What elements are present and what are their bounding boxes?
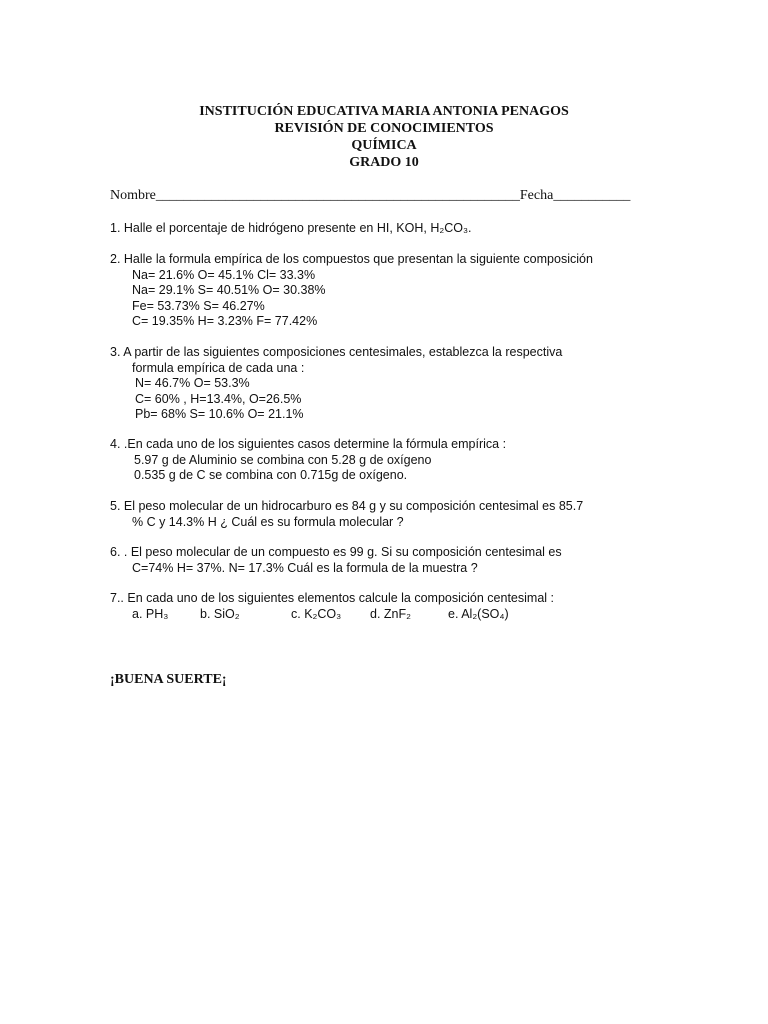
composition-item: N= 46.7% O= 53.3%: [135, 376, 250, 390]
question-text: 2. Halle la formula empírica de los compuestos que presentan la siguiente composición: [110, 252, 593, 266]
option-b: b. SiO₂: [200, 606, 240, 621]
composition-item: Pb= 68% S= 10.6% O= 21.1%: [135, 407, 304, 421]
question-continuation: C=74% H= 37%. N= 17.3% Cuál es la formula de la muestra ?: [132, 560, 478, 575]
subject-title: QUÍMICA: [351, 138, 417, 153]
question-text: 5. El peso molecular de un hidrocarburo es 84 g y su composición centesimal es 85.7: [110, 499, 584, 513]
closing-message: ¡BUENA SUERTE¡: [110, 672, 227, 687]
question-text: 1. Halle el porcentaje de hidrógeno presente en HI, KOH, H₂CO₃.: [110, 221, 472, 235]
date-blank: ___________: [553, 188, 631, 203]
question-text: 6. . El peso molecular de un compuesto es 99 g. Si su composición centesimal es: [110, 545, 562, 559]
question-2: [110, 252, 670, 330]
question-4: [110, 437, 670, 484]
composition-item: C= 19.35% H= 3.23% F= 77.42%: [132, 314, 318, 328]
option-d: d. ZnF₂: [370, 606, 411, 621]
composition-item: Fe= 53.73% S= 46.27%: [132, 298, 265, 313]
option-a: a. PH₃: [132, 606, 169, 621]
date-label: Fecha: [519, 188, 554, 203]
name-date-line: [110, 187, 650, 204]
question-continuation: % C y 14.3% H ¿ Cuál es su formula molecular ?: [132, 514, 404, 529]
name-blank: ____________________________________________________: [155, 188, 520, 203]
question-7: [110, 591, 670, 622]
question-continuation: formula empírica de cada una :: [132, 360, 305, 375]
grade-title: GRADO 10: [349, 155, 419, 170]
question-3: [110, 345, 670, 423]
question-1: [110, 221, 670, 237]
question-text: 7.. En cada uno de los siguientes elementos calcule la composición centesimal :: [110, 591, 555, 605]
question-text: 4. .En cada uno de los siguientes casos determine la fórmula empírica :: [110, 437, 507, 451]
composition-item: Na= 29.1% S= 40.51% O= 30.38%: [132, 283, 326, 297]
composition-item: Na= 21.6% O= 45.1% Cl= 33.3%: [132, 267, 316, 282]
case-item: 5.97 g de Aluminio se combina con 5.28 g de oxígeno: [134, 452, 432, 467]
institution-name: INSTITUCIÓN EDUCATIVA MARIA ANTONIA PENAGOS: [199, 104, 569, 119]
option-e: e. Al₂(SO₄): [448, 606, 509, 621]
question-text: 3. A partir de las siguientes composiciones centesimales, establezca la respectiva: [110, 345, 563, 359]
name-label: Nombre: [110, 188, 156, 203]
question-6: [110, 545, 670, 576]
case-item: 0.535 g de C se combina con 0.715g de oxígeno.: [134, 468, 408, 482]
question-5: [110, 499, 670, 530]
composition-item: C= 60% , H=13.4%, O=26.5%: [135, 391, 302, 406]
document-header: [0, 103, 768, 171]
options-row: [110, 607, 670, 623]
option-c: c. K₂CO₃: [291, 606, 342, 621]
document-subtitle: REVISIÓN DE CONOCIMIENTOS: [274, 121, 494, 136]
